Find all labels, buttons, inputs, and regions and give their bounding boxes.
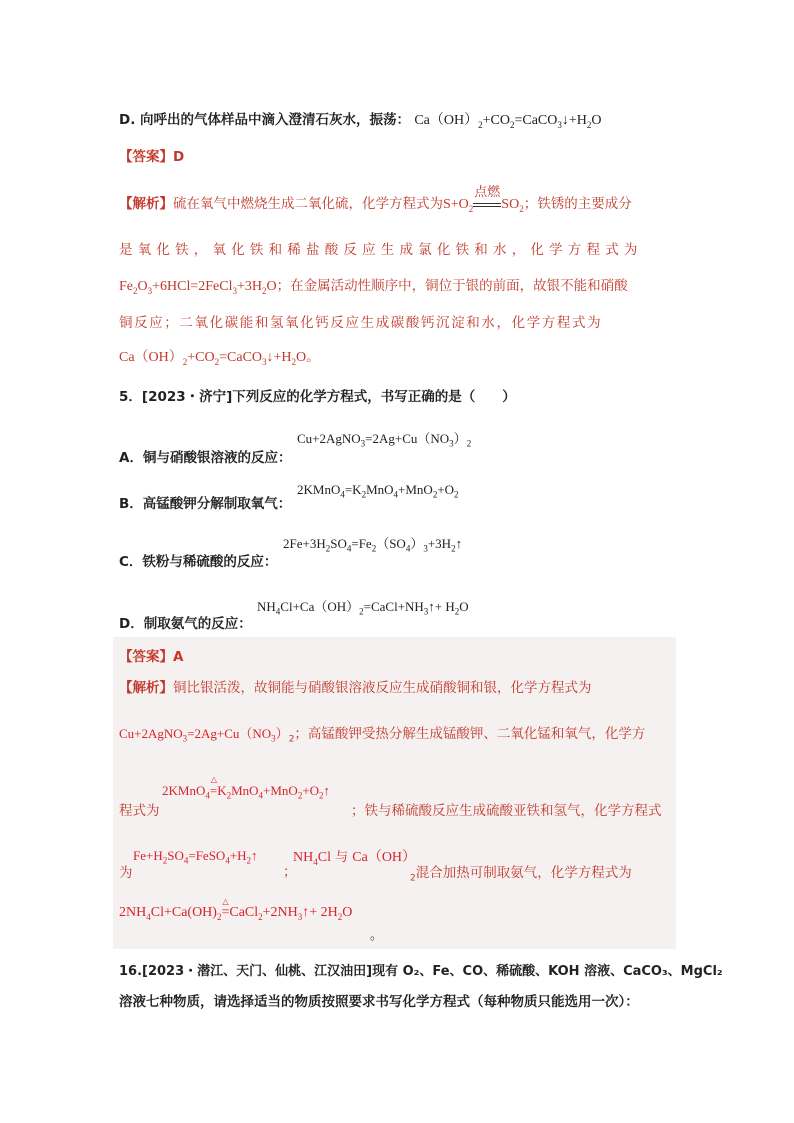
- question-16-line2: 溶液七种物质，请选择适当的物质按照要求书写化学方程式（每种物质只能选用一次）：: [119, 994, 639, 1010]
- q5-option-a: A．铜与硝酸银溶液的反应：: [119, 450, 292, 466]
- analysis-2-formula-fe: $Fe+H_2SO_4=FeSO_4+H_2↑$: [133, 848, 258, 866]
- analysis-1-line1: 【解析】硫在氧气中燃烧生成二氧化硫，化学方程式为$S+O_2$ 点燃 $SO_2$；铁锈的主要成分: [119, 184, 632, 214]
- analysis-2-end: 。: [370, 928, 384, 943]
- q5-option-b: B．高锰酸钾分解制取氧气：: [119, 496, 292, 512]
- analysis-2-line1: 【解析】铜比银活泼，故铜能与硝酸银溶液反应生成硝酸铜和银，化学方程式为: [119, 680, 592, 696]
- q5-option-d: D．制取氨气的反应：: [119, 616, 252, 632]
- analysis-2-line4: 为: [119, 865, 133, 881]
- formula-limewater: $Ca(OH)_2+CO_2=CaCO_3↓+H_2O$: [414, 113, 602, 130]
- analysis-1-line5: $Ca(OH)_2+CO_2=CaCO_3↓+H_2O$。: [119, 349, 320, 367]
- analysis-2-formula-nh3: $2NH_4Cl+Ca(OH)_2$ △ $=CaCl_2+2NH_3↑+ 2H_2O$: [119, 897, 353, 922]
- analysis-2-line3: 程式为: [119, 803, 160, 819]
- analysis-1-line3: $Fe_2O_3+6HCl=2FeCl_3+3H_2O$；在金属活动性顺序中，铜位于银的前面，故银不能和硝酸: [119, 278, 628, 296]
- q5-option-c: C．铁粉与稀硫酸的反应：: [119, 554, 278, 570]
- question-5-title: 5．[2023・济宁]下列反应的化学方程式，书写正确的是（ ）: [119, 389, 516, 405]
- analysis-2-line2: $Cu+2AgNO_3=2Ag+Cu(NO_3)_2$；高锰酸钾受热分解生成锰酸钾、二氧化锰和氧气，化学方: [119, 726, 646, 745]
- analysis-2-formula-kmno4: 2KMnO$_4$ △ $=K_2MnO_4+MnO_2+O_2↑$: [162, 775, 331, 801]
- question-16-line1: 16.[2023・潜江、天门、仙桃、江汉油田]现有 O₂、Fe、CO、稀硫酸、KOH 溶液、CaCO₃、MgCl₂: [119, 964, 723, 979]
- analysis-1-line2: 是氧化铁，氧化铁和稀盐酸反应生成氯化铁和水，化学方程式为: [119, 242, 643, 258]
- q5-formula-d: $NH_4Cl+Ca(OH)_2=CaCl+NH_3↑+ H_2O$: [257, 599, 469, 617]
- analysis-2-nh4cl: $NH_4Cl$ 与 Ca（OH）: [293, 850, 417, 867]
- analysis-2-sep: ；: [283, 864, 297, 880]
- analysis-1-line4: 铜反应；二氧化碳能和氢氧化钙反应生成碳酸钙沉淀和水，化学方程式为: [119, 315, 603, 331]
- option-d-prev: D. 向呼出的气体样品中滴入澄清石灰水，振荡： $Ca(OH)_2+CO_2=CaCO_3↓+H_2O$: [119, 112, 602, 130]
- analysis-2-line3-tail: ；铁与稀硫酸反应生成硫酸亚铁和氢气，化学方程式: [351, 803, 662, 819]
- q5-formula-c: $2Fe+3H_2SO_4=Fe_2(SO_4)_3+3H_2↑$: [283, 536, 463, 554]
- q5-formula-b: $2KMnO_4=K_2MnO_4+MnO_2+O_2$: [297, 482, 459, 500]
- answer-2: 【答案】A: [119, 649, 184, 665]
- analysis-2-line4-tail: $_2$混合加热可制取氨气，化学方程式为: [410, 865, 632, 884]
- q5-formula-a: $Cu+2AgNO_3=2Ag+Cu(NO_3)_2$: [297, 431, 472, 449]
- answer-1: 【答案】D: [119, 149, 185, 165]
